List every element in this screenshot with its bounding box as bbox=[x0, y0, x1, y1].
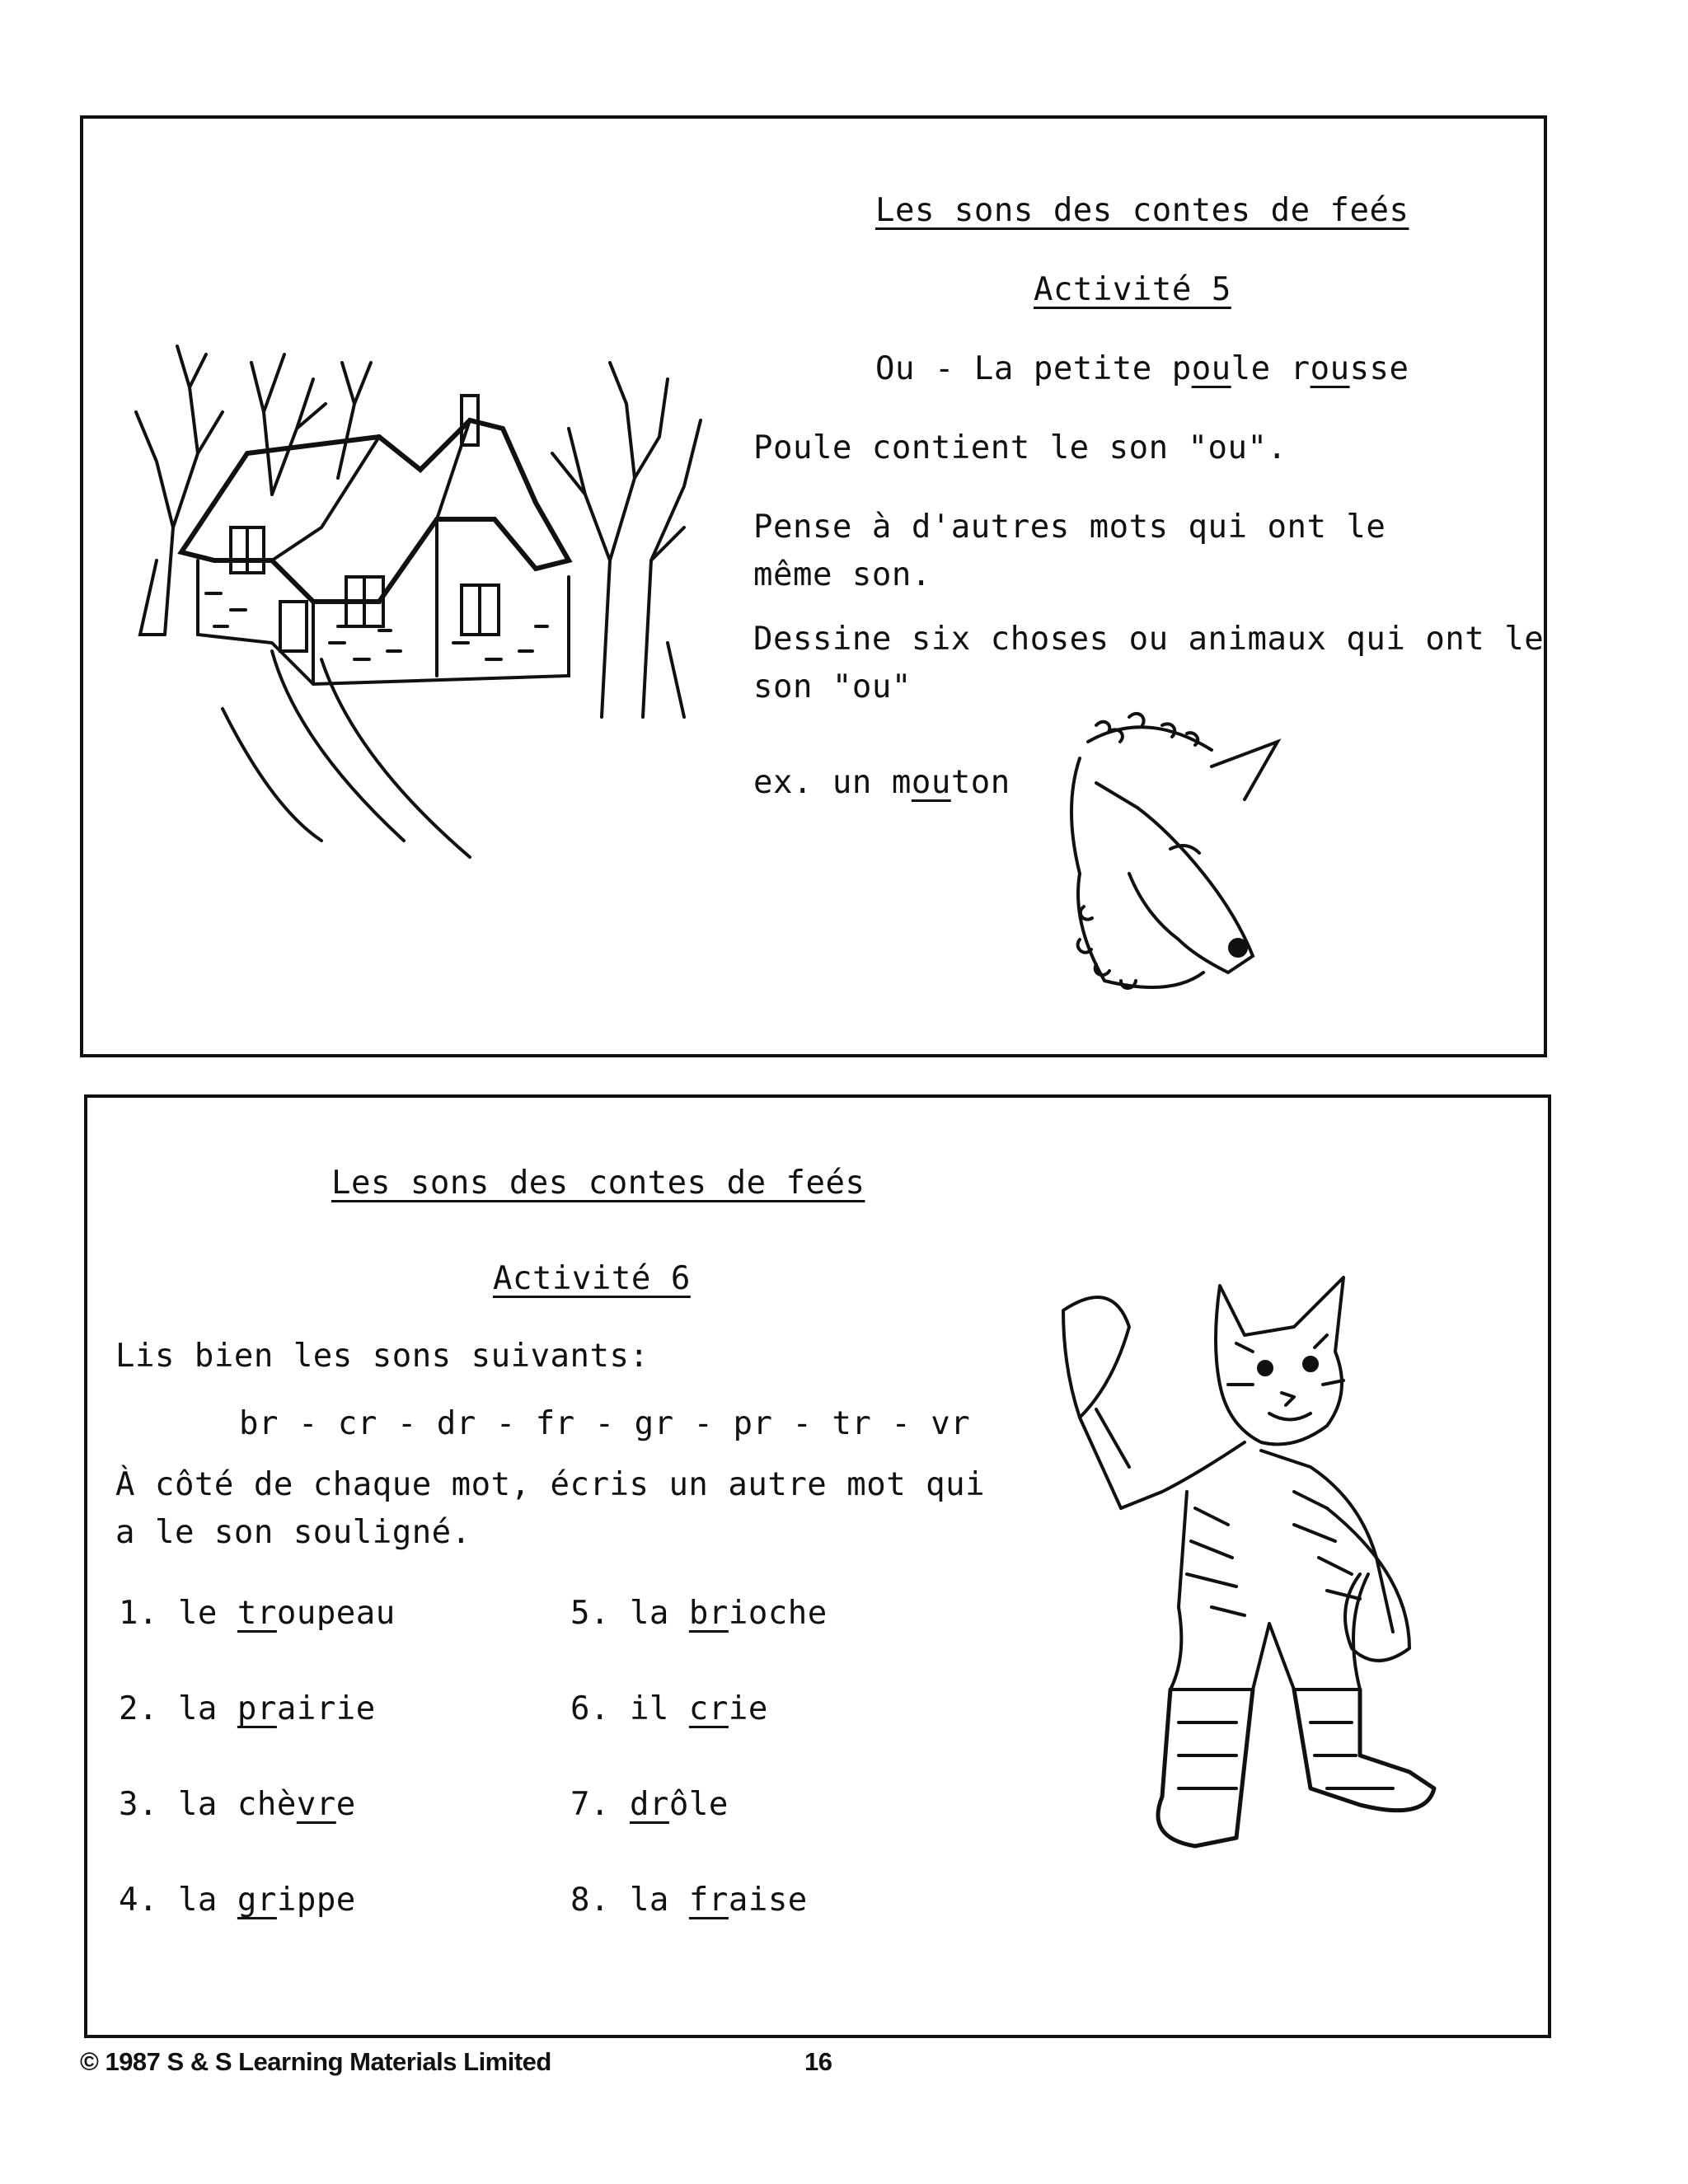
activity-5-label: Activité 5 bbox=[1034, 271, 1231, 308]
subtitle-word2-underlined: ou bbox=[1310, 350, 1350, 387]
subtitle-word1-end: le bbox=[1231, 350, 1291, 387]
word-item-6 bbox=[570, 1686, 768, 1732]
example-underlined: ou bbox=[911, 764, 951, 801]
page-number: 16 bbox=[804, 2047, 832, 2076]
activity-5-subtitle bbox=[875, 346, 1409, 392]
activity-5-example bbox=[753, 760, 1010, 806]
item-suffix: aise bbox=[728, 1882, 808, 1919]
word-item-4 bbox=[119, 1877, 356, 1924]
word-item-2 bbox=[119, 1686, 376, 1732]
cottage-illustration bbox=[107, 313, 717, 874]
copyright-text: © 1987 S & S Learning Materials Limited bbox=[80, 2047, 551, 2076]
item-underlined-sound: pr bbox=[237, 1690, 277, 1727]
item-prefix: 2. la bbox=[119, 1690, 237, 1727]
activity-6-instruction-1: Lis bien les sons suivants: bbox=[115, 1338, 649, 1375]
word-item-3 bbox=[119, 1782, 356, 1828]
subtitle-prefix: Ou - La petite bbox=[875, 350, 1172, 387]
subtitle-word1-start: p bbox=[1171, 350, 1192, 387]
item-underlined-sound: cr bbox=[688, 1690, 729, 1727]
word-item-5 bbox=[570, 1591, 828, 1637]
subtitle-word1-underlined: ou bbox=[1191, 350, 1231, 387]
item-suffix: ioche bbox=[728, 1595, 828, 1632]
activity-5-line-1: Poule contient le son "ou". bbox=[753, 429, 1287, 466]
word-item-1 bbox=[119, 1591, 396, 1637]
item-prefix: 4. la bbox=[119, 1882, 237, 1919]
item-suffix: e bbox=[335, 1786, 356, 1823]
activity-5-heading: Les sons des contes de feés bbox=[875, 192, 1409, 229]
activity-5-line-3a: Dessine six choses ou animaux qui ont le bbox=[753, 621, 1545, 658]
subtitle-word2-end: sse bbox=[1349, 350, 1409, 387]
example-suffix: ton bbox=[950, 764, 1010, 801]
activity-5-line-2a: Pense à d'autres mots qui ont le bbox=[753, 509, 1386, 546]
item-prefix: 6. il bbox=[570, 1690, 689, 1727]
item-suffix: airie bbox=[276, 1690, 376, 1727]
activity-5-line-3b: son "ou" bbox=[753, 668, 912, 705]
item-underlined-sound: vr bbox=[296, 1786, 336, 1823]
activity-6-sounds: br - cr - dr - fr - gr - pr - tr - vr bbox=[239, 1405, 971, 1442]
sheep-illustration bbox=[1047, 709, 1294, 1005]
activity-6-heading: Les sons des contes de feés bbox=[331, 1165, 865, 1202]
activity-6-label: Activité 6 bbox=[493, 1260, 691, 1297]
example-prefix: ex. un m bbox=[753, 764, 912, 801]
item-prefix: 5. la bbox=[570, 1595, 689, 1632]
item-suffix: ie bbox=[728, 1690, 768, 1727]
activity-6-instruction-2a: À côté de chaque mot, écris un autre mot qui bbox=[115, 1466, 986, 1503]
word-item-8 bbox=[570, 1877, 808, 1924]
activity-5-line-2b: même son. bbox=[753, 556, 931, 593]
activity-6-instruction-2b: a le son souligné. bbox=[115, 1514, 471, 1551]
item-underlined-sound: tr bbox=[237, 1595, 277, 1632]
item-suffix: ippe bbox=[276, 1882, 356, 1919]
word-item-7 bbox=[570, 1782, 729, 1828]
item-prefix: 1. le bbox=[119, 1595, 237, 1632]
item-underlined-sound: br bbox=[688, 1595, 729, 1632]
puss-in-boots-illustration bbox=[1047, 1261, 1451, 1871]
item-underlined-sound: fr bbox=[688, 1882, 729, 1919]
item-prefix: 3. la chè bbox=[119, 1786, 297, 1823]
subtitle-word2-start: r bbox=[1290, 350, 1311, 387]
item-prefix: 8. la bbox=[570, 1882, 689, 1919]
item-underlined-sound: dr bbox=[629, 1786, 669, 1823]
item-suffix: oupeau bbox=[276, 1595, 396, 1632]
item-suffix: ôle bbox=[668, 1786, 729, 1823]
item-prefix: 7. bbox=[570, 1786, 630, 1823]
item-underlined-sound: gr bbox=[237, 1882, 277, 1919]
